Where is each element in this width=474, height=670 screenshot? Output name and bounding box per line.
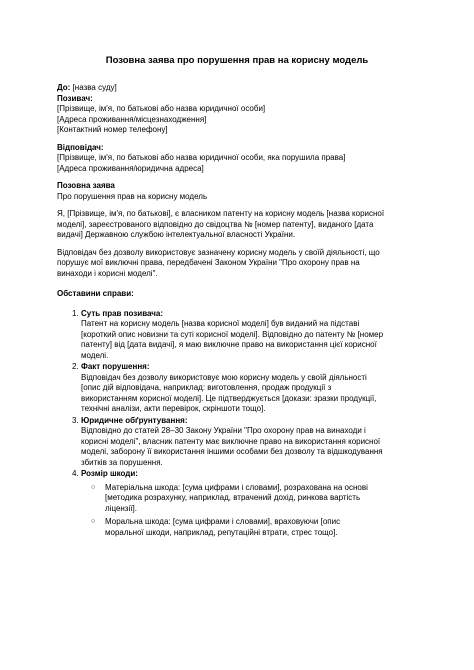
paragraph-ownership <box>57 209 422 241</box>
item-heading: Суть прав позивача: <box>81 308 164 318</box>
defendant-section <box>57 143 422 175</box>
sub-line: ліцензії]. <box>105 503 137 513</box>
court-name: [назва суду] <box>70 83 117 92</box>
circumstances-heading: Обставини справи: <box>57 289 134 298</box>
hollow-circle-bullet-icon: ○ <box>91 483 96 491</box>
item-line: патенту] від [дата видачі], я маю виключне право на використання цієї корисної <box>81 340 377 349</box>
sublist-item <box>91 482 422 515</box>
item-line: збитків за порушення. <box>81 457 163 467</box>
item-number: 2. <box>72 362 79 371</box>
paragraph-line: порушує мої виключні права, передбачені Законом України "Про охорону прав на <box>57 258 360 267</box>
item-line: [короткий опис новизни та суті корисної моделі]. Відповідно до патенту № [номер <box>81 329 384 339</box>
item-heading: Юридичне обґрунтування: <box>81 415 188 425</box>
paragraph-line: видачі] Державною службою інтелектуальної власності України. <box>57 230 296 239</box>
list-item <box>57 416 422 469</box>
claim-subheading: Про порушення прав на корисну модель <box>57 191 208 201</box>
claim-heading: Позовна заява <box>57 181 115 190</box>
item-line: моделі, заборону її використання іншими особами без дозволу та відшкодування <box>81 447 383 456</box>
plaintiff-address: [Адреса проживання/місцезнаходження] <box>57 114 207 124</box>
hollow-circle-bullet-icon: ○ <box>91 518 96 525</box>
item-line: [опис дій відповідача, наприклад: виготовлення, продаж продукції з <box>81 383 332 392</box>
sublist-item <box>91 517 422 538</box>
to-label: До: <box>57 83 71 92</box>
document-title: Позовна заява про порушення прав на корисну модель <box>105 55 369 66</box>
paragraph-line: Я, [Прізвище, ім'я, по батькові], є власником патенту на корисну модель [назва корисної <box>57 209 385 218</box>
list-item <box>57 309 422 362</box>
item-line: Відповідач без дозволу використовує мою корисну модель у своїй діяльності <box>81 372 367 382</box>
item-heading: Факт порушення: <box>81 362 150 371</box>
item-number: 3. <box>72 415 79 425</box>
plaintiff-name: [Прізвище, ім'я, по батькові або назва юридичної особи] <box>57 104 266 113</box>
item-number: 4. <box>72 469 79 478</box>
circumstances-list <box>57 309 422 539</box>
item-line: Патент на корисну модель [назва корисної моделі] був виданий на підставі <box>81 319 360 328</box>
court-line <box>57 83 422 94</box>
defendant-address: [Адреса проживання/юридична адреса] <box>57 163 204 173</box>
item-line: технічні аналізи, акти перевірок, скріншоти тощо]. <box>81 404 266 413</box>
paragraph-line: винаходи і корисні моделі". <box>57 268 158 278</box>
claim-section <box>57 181 422 202</box>
sub-line: [методика розрахунку, наприклад, втрачений дохід, ринкова вартість <box>105 493 361 502</box>
item-line: використанням корисної моделі]. Це підтверджується [докази: зразки продукції, <box>81 393 377 403</box>
defendant-heading: Відповідач: <box>57 142 104 152</box>
plaintiff-phone: [Контактний номер телефону] <box>57 125 168 134</box>
item-line: моделі. <box>81 350 109 360</box>
item-heading: Розмір шкоди: <box>81 469 138 478</box>
item-number: 1. <box>72 308 79 318</box>
item-line: Відповідно до статей 28–30 Закону України "Про охорону прав на винаходи і <box>81 426 366 435</box>
paragraph-line: моделі], зареєстрованого відповідно до свідоцтва № [номер патенту], виданого [дата <box>57 219 374 229</box>
plaintiff-section <box>57 94 422 136</box>
sub-line: Матеріальна шкода: [сума цифрами і словами], розрахована на основі <box>105 482 368 492</box>
paragraph-line: Відповідач без дозволу використовує зазначену корисну модель у своїй діяльності, що <box>57 247 380 257</box>
paragraph-infringement <box>57 248 422 280</box>
list-item <box>57 362 422 415</box>
sub-line: Моральна шкода: [сума цифрами і словами], враховуючи [опис <box>105 517 341 526</box>
document-body <box>57 83 422 538</box>
damages-sublist <box>81 483 422 539</box>
defendant-name: [Прізвище, ім'я, по батькові або назва юридичної особи, яка порушила права] <box>57 153 346 162</box>
list-item <box>57 469 422 538</box>
plaintiff-heading: Позивач: <box>57 93 93 103</box>
sub-line: моральної шкоди, наприклад, репутаційні втрати, стрес тощо]. <box>105 527 338 537</box>
item-line: корисні моделі", власник патенту має виключне право на використання корисної <box>81 436 381 446</box>
